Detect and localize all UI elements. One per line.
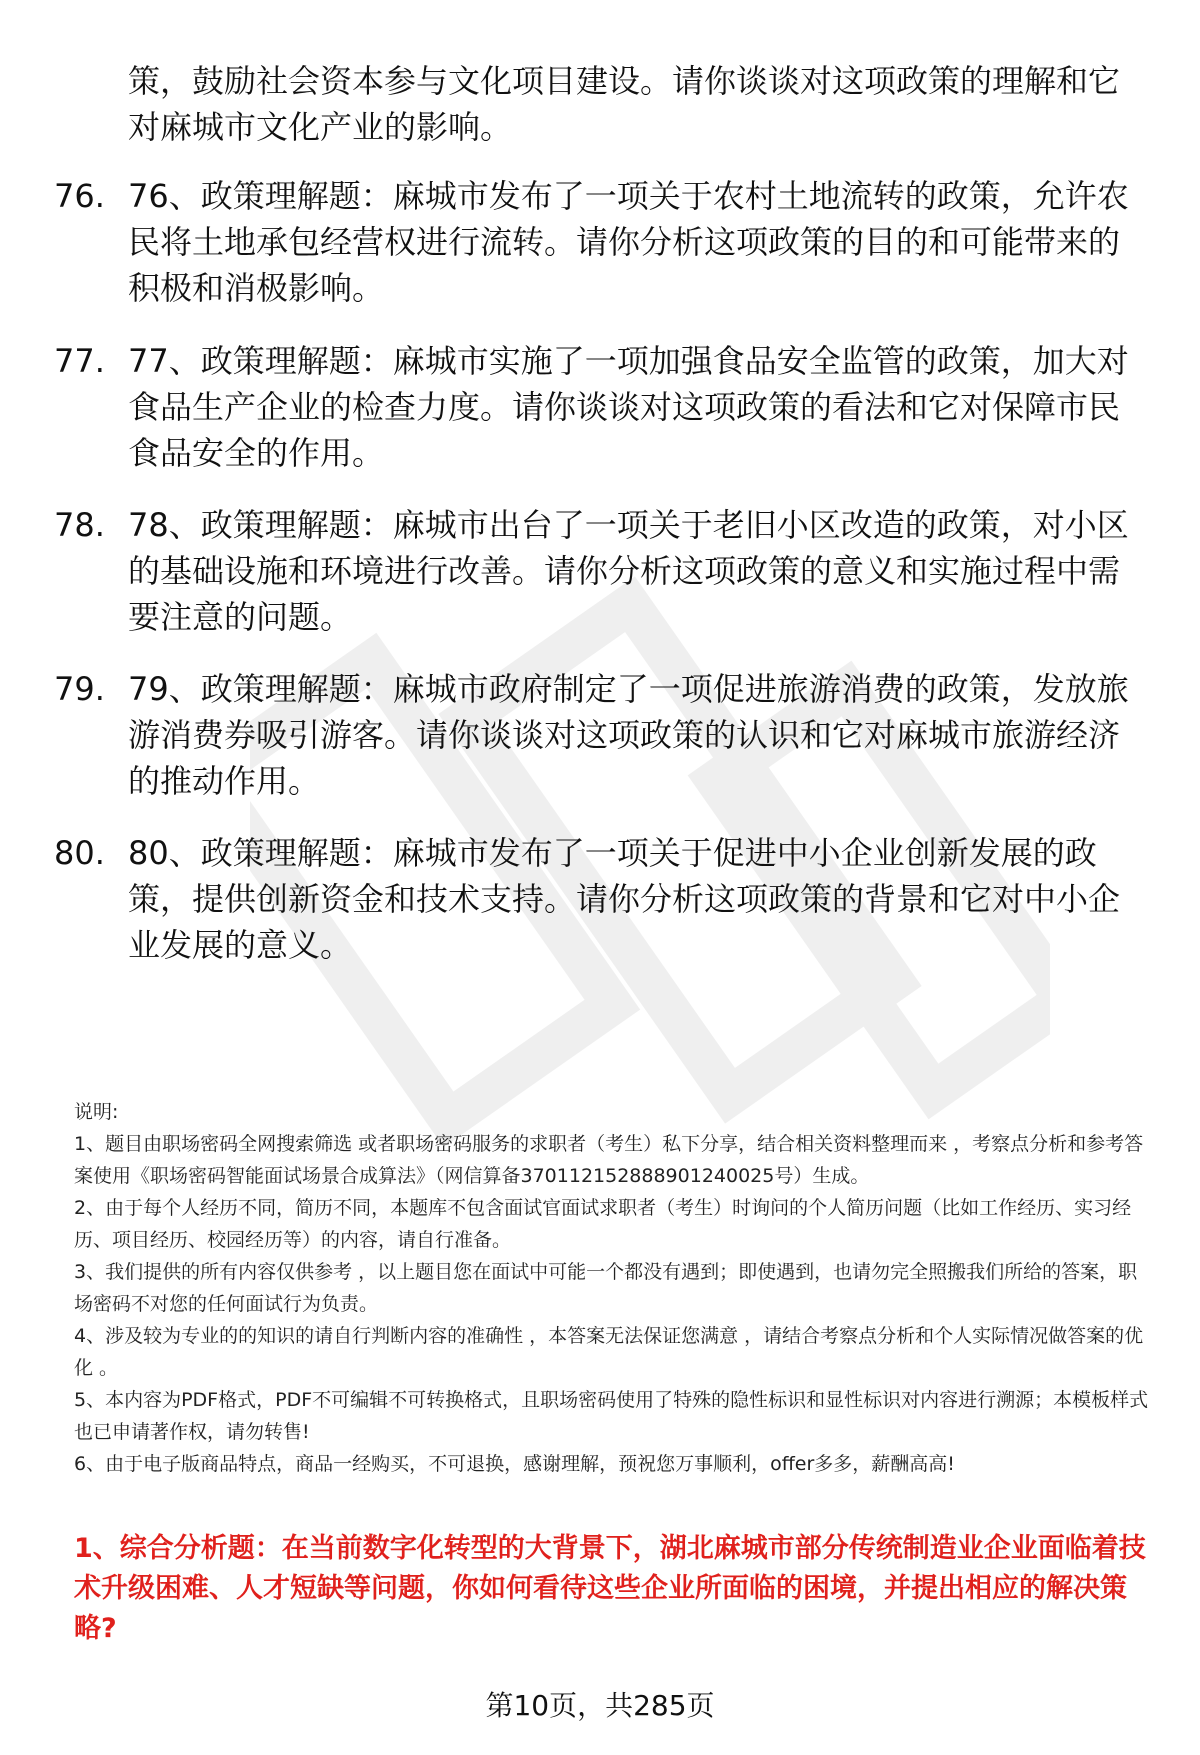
question-text: 79、政策理解题：麻城市政府制定了一项促进旅游消费的政策，发放旅游消费券吸引游客。请你谈谈对这项政策的认识和它对麻城市旅游经济的推动作用。 bbox=[128, 670, 1129, 800]
note-item: 2、由于每个人经历不同，简历不同，本题库不包含面试官面试求职者（考生）时询问的个人简历问题（比如工作经历、实习经历、项目经历、校园经历等）的内容，请自行准备。 bbox=[74, 1197, 1132, 1251]
note-item: 3、我们提供的所有内容仅供参考 ，以上题目您在面试中可能一个都没有遇到；即使遇到，也请勿完全照搬我们所给的答案，职场密码不对您的任何面试行为负责。 bbox=[74, 1261, 1138, 1315]
question-continuation: 策，鼓励社会资本参与文化项目建设。请你谈谈对这项政策的理解和它对麻城市文化产业的影响。 bbox=[128, 62, 1121, 146]
note-item: 6、由于电子版商品特点，商品一经购买，不可退换，感谢理解，预祝您万事顺利，offer多多，薪酬高高! bbox=[74, 1453, 955, 1475]
note-item: 4、涉及较为专业的的知识的请自行判断内容的准确性 ，本答案无法保证您满意 ，请结合考察点分析和个人实际情况做答案的优化 。 bbox=[74, 1325, 1144, 1379]
highlight-question: 1、综合分析题：在当前数字化转型的大背景下，湖北麻城市部分传统制造业企业面临着技术升级困难、人才短缺等问题，你如何看待这些企业所面临的困境，并提出相应的解决策略? bbox=[74, 1533, 1146, 1644]
question-number: 80. bbox=[54, 834, 105, 872]
question-text: 77、政策理解题：麻城市实施了一项加强食品安全监管的政策，加大对食品生产企业的检查力度。请你谈谈对这项政策的看法和它对保障市民食品安全的作用。 bbox=[128, 342, 1129, 472]
question-text: 78、政策理解题：麻城市出台了一项关于老旧小区改造的政策，对小区的基础设施和环境进行改善。请你分析这项政策的意义和实施过程中需要注意的问题。 bbox=[128, 506, 1129, 636]
notes-heading: 说明: bbox=[74, 1101, 119, 1123]
page-footer: 第10页，共285页 bbox=[485, 1689, 715, 1722]
question-number: 79. bbox=[54, 670, 105, 708]
question-text: 80、政策理解题：麻城市发布了一项关于促进中小企业创新发展的政策，提供创新资金和技术支持。请你分析这项政策的背景和它对中小企业发展的意义。 bbox=[128, 834, 1121, 964]
question-number: 77. bbox=[54, 342, 105, 380]
note-item: 5、本内容为PDF格式，PDF不可编辑不可转换格式，且职场密码使用了特殊的隐性标识和显性标识对内容进行溯源；本模板样式也已申请著作权，请勿转售! bbox=[74, 1389, 1149, 1443]
question-text: 76、政策理解题：麻城市发布了一项关于农村土地流转的政策，允许农民将土地承包经营权进行流转。请你分析这项政策的目的和可能带来的积极和消极影响。 bbox=[128, 177, 1129, 307]
notes-section bbox=[74, 1096, 1154, 1480]
question-number: 76. bbox=[54, 177, 105, 215]
note-item: 1、题目由职场密码全网搜索筛选 或者职场密码服务的求职者（考生）私下分享，结合相关资料整理而来 ，考察点分析和参考答案使用《职场密码智能面试场景合成算法》（网信算备370112152888901240025号）生成。 bbox=[74, 1133, 1144, 1187]
question-number: 78. bbox=[54, 506, 105, 544]
